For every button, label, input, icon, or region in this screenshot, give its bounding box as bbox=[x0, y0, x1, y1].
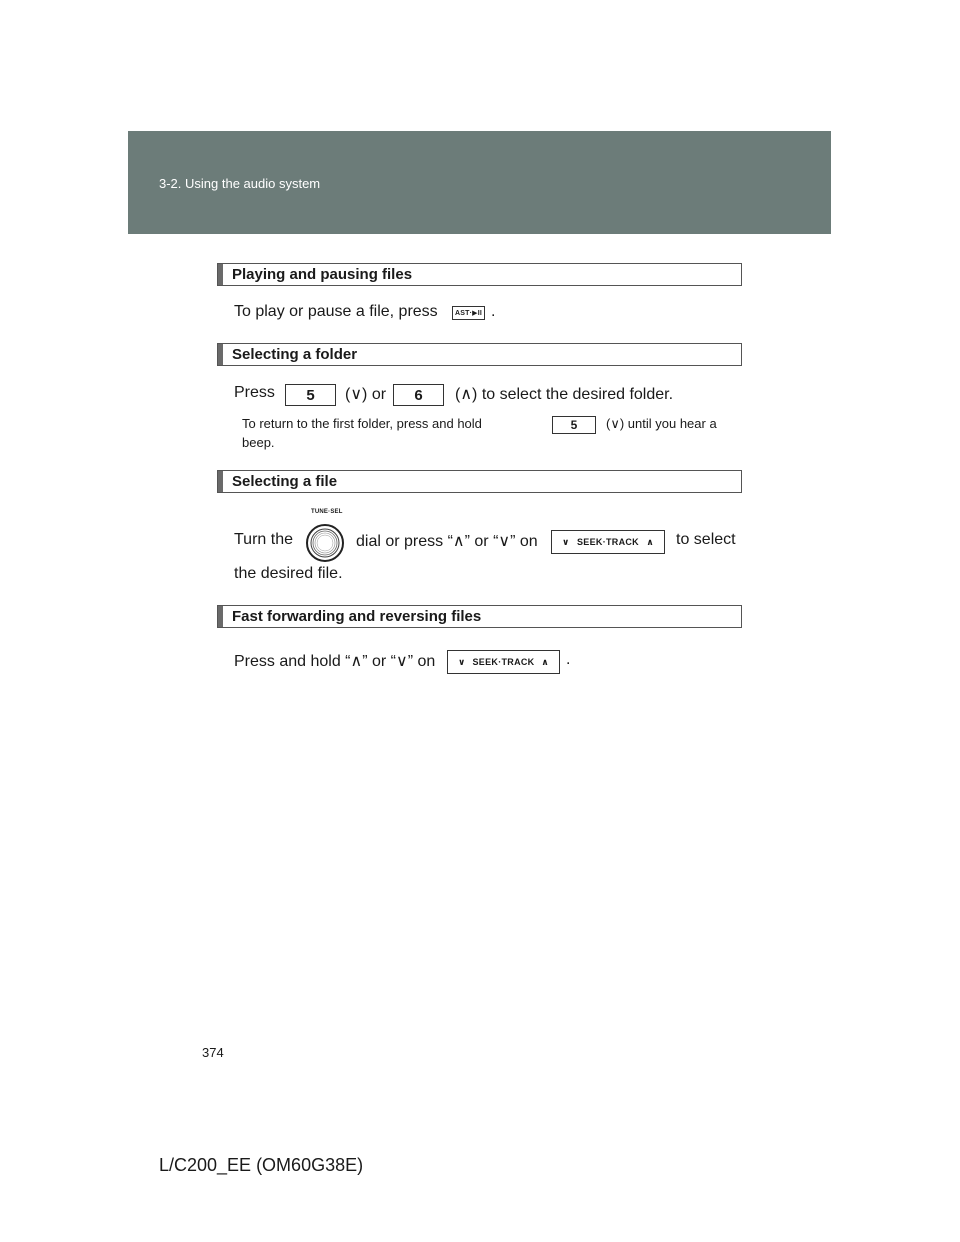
section-title: Fast forwarding and reversing files bbox=[232, 608, 482, 625]
ast-play-pause-key: AST·▶II bbox=[452, 306, 485, 320]
turn-the-text: Turn the bbox=[234, 531, 293, 548]
section-title: Playing and pausing files bbox=[232, 266, 413, 283]
section-heading-select-folder bbox=[217, 343, 742, 366]
chevron-up-icon: ∧ bbox=[646, 536, 654, 547]
down-or-text: (∨) or bbox=[345, 386, 387, 403]
chevron-up-icon: ∧ bbox=[541, 656, 549, 667]
preset-5-key: 5 bbox=[285, 384, 336, 406]
desired-file-text: the desired file. bbox=[234, 565, 343, 582]
document-code: L/C200_EE (OM60G38E) bbox=[159, 1155, 364, 1175]
section-title: Selecting a folder bbox=[232, 346, 358, 363]
note-text: To return to the first folder, press and hold bbox=[242, 416, 482, 431]
to-select-text: to select bbox=[676, 531, 736, 548]
press-label: Press bbox=[234, 384, 275, 401]
section-heading-play-pause bbox=[217, 263, 742, 286]
preset-6-key: 6 bbox=[393, 384, 444, 406]
period: . bbox=[566, 651, 571, 668]
note-text-line2: beep. bbox=[242, 435, 275, 450]
period: . bbox=[491, 303, 496, 320]
chevron-down-icon: ∨ bbox=[562, 536, 570, 547]
section-heading-select-file bbox=[217, 470, 742, 493]
seek-track-key bbox=[447, 650, 560, 674]
instruction-text: To play or pause a file, press bbox=[234, 303, 438, 320]
note-text-after: (∨) until you hear a bbox=[606, 416, 717, 431]
knob-label: TUNE·SEL bbox=[311, 509, 343, 515]
select-folder-text: (∧) to select the desired folder. bbox=[455, 386, 674, 403]
seek-track-label: SEEK·TRACK bbox=[576, 537, 639, 547]
page-number: 374 bbox=[202, 1045, 224, 1060]
section-title: Selecting a file bbox=[232, 473, 338, 490]
dial-or-press-text: dial or press “∧” or “∨” on bbox=[356, 533, 538, 550]
seek-track-label: SEEK·TRACK bbox=[472, 657, 535, 667]
note-preset-5-key: 5 bbox=[552, 416, 596, 434]
section-heading-fast-forward bbox=[217, 605, 742, 628]
seek-track-key bbox=[551, 530, 665, 554]
chevron-down-icon: ∨ bbox=[458, 656, 466, 667]
play-pause-instruction bbox=[234, 303, 438, 321]
press-and-hold-text: Press and hold “∧” or “∨” on bbox=[234, 653, 436, 670]
breadcrumb: 3-2. Using the audio system bbox=[159, 176, 321, 191]
chapter-header bbox=[128, 131, 831, 234]
tune-sel-knob-icon bbox=[304, 509, 348, 565]
